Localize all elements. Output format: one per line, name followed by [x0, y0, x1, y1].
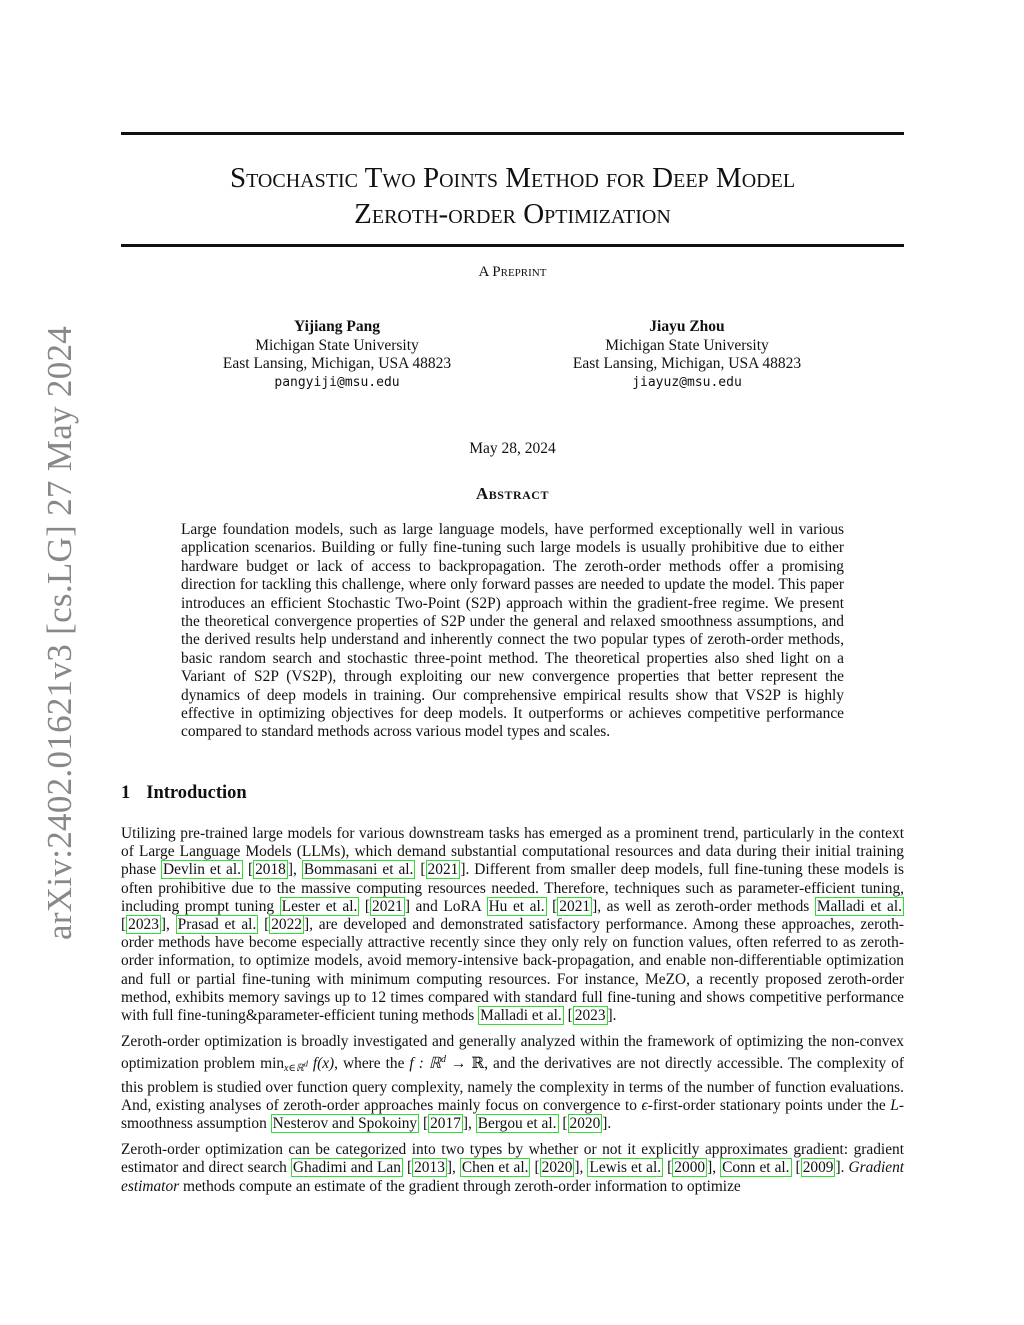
emphasis: Gradient estimator: [121, 1159, 905, 1195]
publication-date: May 28, 2024: [469, 440, 556, 457]
abstract-text: Large foundation models, such as large language models, have performed exceptionally well in various application scenarios. Building or fully fine-tuning such large models is usually prohibitive due to either hardware budget or lack of access to backpropagation. The zeroth-order methods offer a promising direction for tackling this challenge, where only forward passes are needed to update the model. This paper introduces an efficient Stochastic Two-Point (S2P) approach within the gradient-free regime. We present the theoretical convergence properties of S2P under the general and relaxed smoothness assumptions, and the derived results help understand and inherently connect the two popular types of zeroth-order methods, basic random search and stochastic three-point method. The theoretical properties also shed light on a Variant of S2P (VS2P), through exploiting our new convergence properties that better represent the dynamics of deep models in training. Our comprehensive empirical results show that VS2P is highly effective in optimizing objectives for deep models. It outperforms or achieves competitive performance compared to standard methods across various model types and scales.: [181, 521, 844, 741]
math-min: min: [260, 1055, 285, 1073]
citation-link[interactable]: Hu et al.: [488, 897, 545, 915]
section-heading-introduction: [121, 783, 247, 804]
paper-title: [121, 160, 904, 232]
citation-link[interactable]: Devlin et al.: [163, 861, 241, 879]
citation-link[interactable]: Ghadimi and Lan: [292, 1159, 401, 1177]
math-arrow: → ℝ: [451, 1055, 485, 1073]
title-top-rule: [121, 132, 904, 135]
math-subscript: x∈ℝ$^d$: [284, 1060, 308, 1075]
citation-year-link[interactable]: 2023: [574, 1007, 606, 1025]
citation-year-link[interactable]: 2000: [674, 1159, 706, 1177]
citation-link[interactable]: Conn et al.: [722, 1159, 790, 1177]
author-block-2: [537, 318, 837, 392]
preprint-label: A Preprint: [478, 264, 547, 280]
citation-link[interactable]: Bergou et al.: [477, 1115, 557, 1133]
citation-year-link[interactable]: 2017: [430, 1115, 461, 1133]
citation-year-link[interactable]: 2020: [569, 1115, 601, 1133]
author-name: Jiayu Zhou: [649, 318, 725, 335]
citation-link[interactable]: Malladi et al.: [480, 1007, 562, 1025]
citation-link[interactable]: Lewis et al.: [589, 1159, 662, 1177]
citation-year-link[interactable]: 2021: [559, 897, 591, 915]
citation-year-link[interactable]: 2022: [271, 916, 302, 934]
citation-link[interactable]: Bommasani et al.: [303, 861, 414, 879]
abstract-heading: Abstract: [476, 484, 549, 503]
citation-link[interactable]: Lester et al.: [281, 897, 358, 915]
math-f: f : ℝ: [409, 1055, 442, 1073]
title-line-1: Stochastic Two Points Method for Deep Model: [229, 162, 796, 194]
title-bottom-rule: [121, 244, 904, 247]
paragraph: Utilizing pre-trained large models for various downstream tasks has emerged as a prominent trend, particularly in the context of Large Language Models (LLMs), which demand substantial computational resources and data during their initial training phase Devlin et al. [ 2018 ], Bommasani et al. [ 2021 ]. Different from smaller deep models, full fine-tuning these models is often prohibitive due to the massive computing resources needed. Therefore, techniques such as parameter-efficient tuning, including prompt tuning Lester et al. [ 2021 ] and LoRA Hu et al. [ 2021 ], as well as zeroth-order methods Malladi et al. [ 2023 ], Prasad et al. [ 2022 ], are developed and demonstrated satisfactory performance. Among these approaches, zeroth-order methods have become especially attractive recently since they only rely on function values, often referred to as zeroth-order information, to optimize models, avoid memory-intensive back-propagation, and enable non-differentiable optimization and full or partial fine-tuning with minimum computing resources. For instance, MeZO, a recently proposed zeroth-order method, exhibits memory savings up to 12 times compared with standard full fine-tuning and shows competitive performance with full fine-tuning&parameter-efficient tuning methods Malladi et al. [ 2023 ].: [121, 825, 904, 1025]
citation-year-link[interactable]: 2021: [372, 897, 403, 915]
citation-year-link[interactable]: 2013: [414, 1159, 445, 1177]
math-fx: f(x): [312, 1055, 335, 1073]
citation-year-link[interactable]: 2018: [255, 861, 286, 879]
author-address: East Lansing, Michigan, USA 48823: [572, 355, 802, 372]
author-name: Yijiang Pang: [294, 318, 380, 335]
author-address: East Lansing, Michigan, USA 48823: [222, 355, 452, 372]
author-email[interactable]: jiayuz@msu.edu: [632, 374, 742, 390]
citation-link[interactable]: Chen et al.: [461, 1159, 529, 1177]
paragraph: Zeroth-order optimization is broadly investigated and generally analyzed within the framework of optimizing the non-convex optimization problem minx∈ℝ$^d$ f(x), where the f : ℝ$^d$ → ℝ, and the derivatives are not directly accessible. The complexity of this problem is studied over function query complexity, namely the complexity in terms of the number of function evaluations. And, existing analyses of zeroth-order approaches mainly focus on convergence to ϵ-first-order stationary points under the L-smoothness assumption Nesterov and Spokoiny [ 2017 ], Bergou et al. [ 2020 ].: [121, 1033, 904, 1133]
author-email[interactable]: pangyiji@msu.edu: [274, 374, 400, 390]
author-block-1: [187, 318, 487, 392]
math-L: L: [890, 1096, 899, 1114]
author-affiliation: Michigan State University: [605, 336, 769, 354]
citation-year-link[interactable]: 2021: [427, 861, 459, 879]
citation-year-link[interactable]: 2023: [128, 916, 159, 934]
introduction-body: [121, 825, 904, 1204]
author-affiliation: Michigan State University: [255, 336, 419, 354]
citation-link[interactable]: Nesterov and Spokoiny: [272, 1115, 418, 1133]
math-epsilon: ϵ: [641, 1096, 648, 1114]
citation-link[interactable]: Malladi et al.: [816, 897, 902, 915]
section-number: 1: [121, 783, 131, 803]
title-line-2: Zeroth-order Optimization: [354, 198, 671, 230]
arxiv-identifier: arXiv:2402.01621v3 [cs.LG] 27 May 2024: [40, 325, 79, 940]
section-title: Introduction: [146, 783, 247, 803]
paragraph: Zeroth-order optimization can be categorized into two types by whether or not it explicitly approximates gradient: gradient estimator and direct search Ghadimi and Lan [ 2013 ], Chen et al. [ 2020 ], Lewis et al. [ 2000 ], Conn et al. [ 2009 ]. Gradient estimator methods compute an estimate of the gradient through zeroth-order information to optimize: [121, 1141, 905, 1195]
citation-year-link[interactable]: 2020: [541, 1159, 573, 1177]
citation-year-link[interactable]: 2009: [802, 1159, 834, 1177]
citation-link[interactable]: Prasad et al.: [177, 916, 257, 934]
